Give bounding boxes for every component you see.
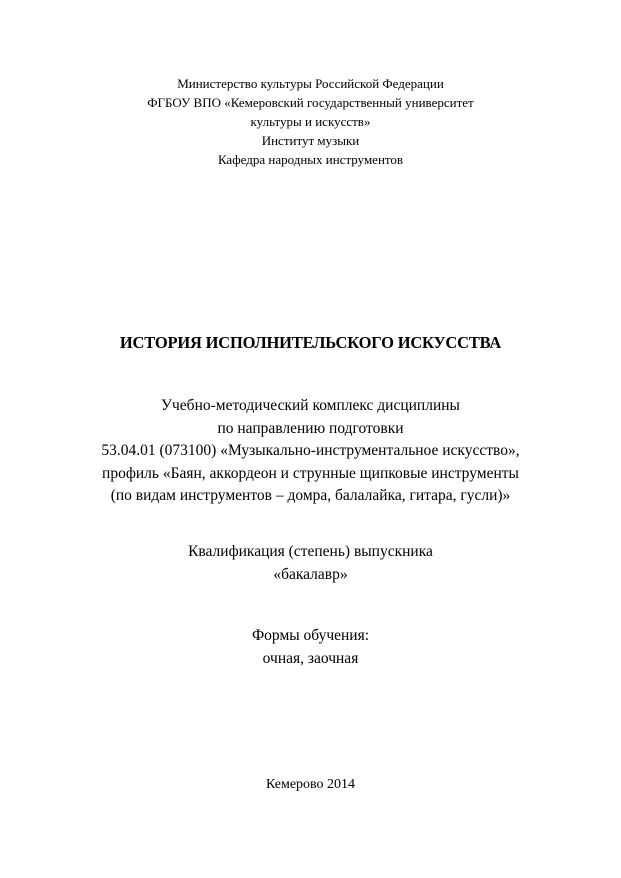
study-forms-label: Формы обучения: <box>251 627 370 644</box>
study-forms-block <box>0 625 621 670</box>
qualification-label: Квалификация (степень) выпускника <box>188 543 433 560</box>
description-line: 53.04.01 (073100) «Музыкально-инструментальное искусство», <box>101 442 520 459</box>
university-line: ФГБОУ ВПО «Кемеровский государственный университет <box>147 95 474 110</box>
university-line-continuation: культуры и искусств» <box>250 114 371 129</box>
institute-line: Институт музыки <box>261 133 360 148</box>
ministry-line: Министерство культуры Российской Федерации <box>177 76 444 91</box>
qualification-block <box>0 541 621 586</box>
qualification-value: «бакалавр» <box>273 565 348 583</box>
course-description <box>0 395 621 508</box>
study-forms-value: очная, заочная <box>262 649 359 667</box>
description-line: (по видам инструментов – домра, балалайка, гитара, гусли)» <box>110 487 511 504</box>
description-line: Учебно-методический комплекс дисциплины <box>161 397 460 414</box>
institution-header <box>0 74 621 169</box>
description-line: профиль «Баян, аккордеон и струнные щипковые инструменты <box>102 464 519 482</box>
department-line: Кафедра народных инструментов <box>217 152 404 167</box>
description-line: по направлению подготовки <box>217 419 404 437</box>
city-year-footer: Кемерово 2014 <box>265 777 356 792</box>
document-title: ИСТОРИЯ ИСПОЛНИТЕЛЬСКОГО ИСКУССТВА <box>119 333 502 352</box>
